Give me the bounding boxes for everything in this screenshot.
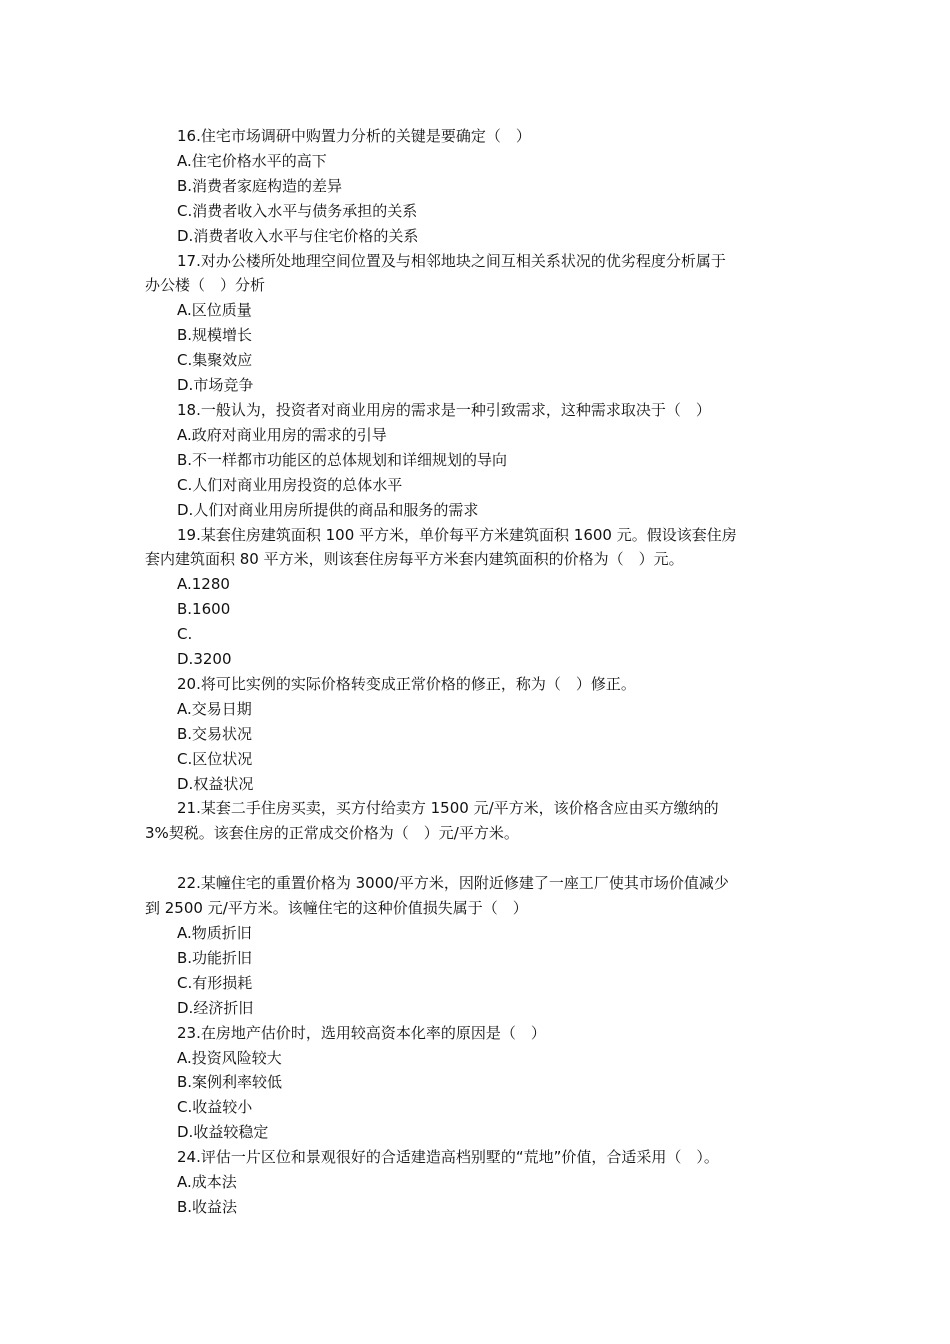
- text-line: 19.某套住房建筑面积 100 平方米，单价每平方米建筑面积 1600 元。假设该套住房: [177, 525, 737, 544]
- text-line: B.交易状况: [177, 724, 253, 743]
- blank-line: [145, 846, 805, 871]
- text-line: 16.住宅市场调研中购置力分析的关键是要确定（ ）: [177, 127, 531, 145]
- text-line: A.政府对商业用房的需求的引导: [177, 425, 387, 444]
- text-line: D.市场竞争: [177, 376, 254, 395]
- text-line: D.消费者收入水平与住宅价格的关系: [177, 226, 419, 245]
- text-line: 23.在房地产估价时，选用较高资本化率的原因是（ ）: [177, 1023, 546, 1042]
- text-line: 17.对办公楼所处地理空间位置及与相邻地块之间互相关系状况的优劣程度分析属于: [177, 251, 726, 270]
- text-line: D.权益状况: [177, 774, 254, 793]
- text-line: 到 2500 元/平方米。该幢住宅的这种价值损失属于（ ）: [145, 899, 528, 918]
- text-line: B.不一样都市功能区的总体规划和详细规划的导向: [177, 450, 508, 469]
- text-line: 24.评估一片区位和景观很好的合适建造高档别墅的“荒地”价值，合适采用（ ）。: [177, 1148, 719, 1167]
- text-line: 18.一般认为，投资者对商业用房的需求是一种引致需求，这种需求取决于（ ）: [177, 400, 711, 419]
- text-line: C.收益较小: [177, 1098, 253, 1117]
- text-line: D.3200: [177, 650, 232, 669]
- text-line: B.规模增长: [177, 326, 253, 345]
- text-line: 套内建筑面积 80 平方米，则该套住房每平方米套内建筑面积的价格为（ ）元。: [145, 550, 684, 569]
- text-line: D.人们对商业用房所提供的商品和服务的需求: [177, 500, 479, 519]
- text-line: A.交易日期: [177, 699, 252, 718]
- text-line: D.收益较稳定: [177, 1123, 269, 1142]
- text-line: 22.某幢住宅的重置价格为 3000/平方米，因附近修建了一座工厂使其市场价值减少: [177, 874, 729, 893]
- text-line: A.1280: [177, 575, 230, 594]
- text-line: B.案例利率较低: [177, 1073, 283, 1092]
- text-line: 3%契税。该套住房的正常成交价格为（ ）元/平方米。: [145, 824, 519, 843]
- text-line: A.住宅价格水平的高下: [177, 151, 327, 170]
- text-line: A.物质折旧: [177, 923, 252, 942]
- text-line: B.消费者家庭构造的差异: [177, 176, 343, 195]
- text-line: C.消费者收入水平与债务承担的关系: [177, 201, 418, 220]
- text-line: B.收益法: [177, 1197, 238, 1216]
- text-line: 21.某套二手住房买卖，买方付给卖方 1500 元/平方米，该价格含应由买方缴纳的: [177, 799, 719, 818]
- text-line: C.有形损耗: [177, 973, 253, 992]
- text-line: C.区位状况: [177, 749, 253, 768]
- text-line: D.经济折旧: [177, 998, 254, 1017]
- text-line: B.1600: [177, 600, 231, 619]
- text-line: 20.将可比实例的实际价格转变成正常价格的修正，称为（ ）修正。: [177, 674, 636, 693]
- text-line: B.功能折旧: [177, 948, 253, 967]
- text-line: A.成本法: [177, 1173, 237, 1192]
- text-line: A.区位质量: [177, 301, 252, 320]
- question-text-body: [145, 124, 805, 1220]
- text-line: C.集聚效应: [177, 351, 253, 370]
- text-line: A.投资风险较大: [177, 1048, 282, 1067]
- text-line: C.: [177, 625, 193, 644]
- text-line: 办公楼（ ）分析: [145, 276, 266, 295]
- text-line: C.人们对商业用房投资的总体水平: [177, 475, 403, 494]
